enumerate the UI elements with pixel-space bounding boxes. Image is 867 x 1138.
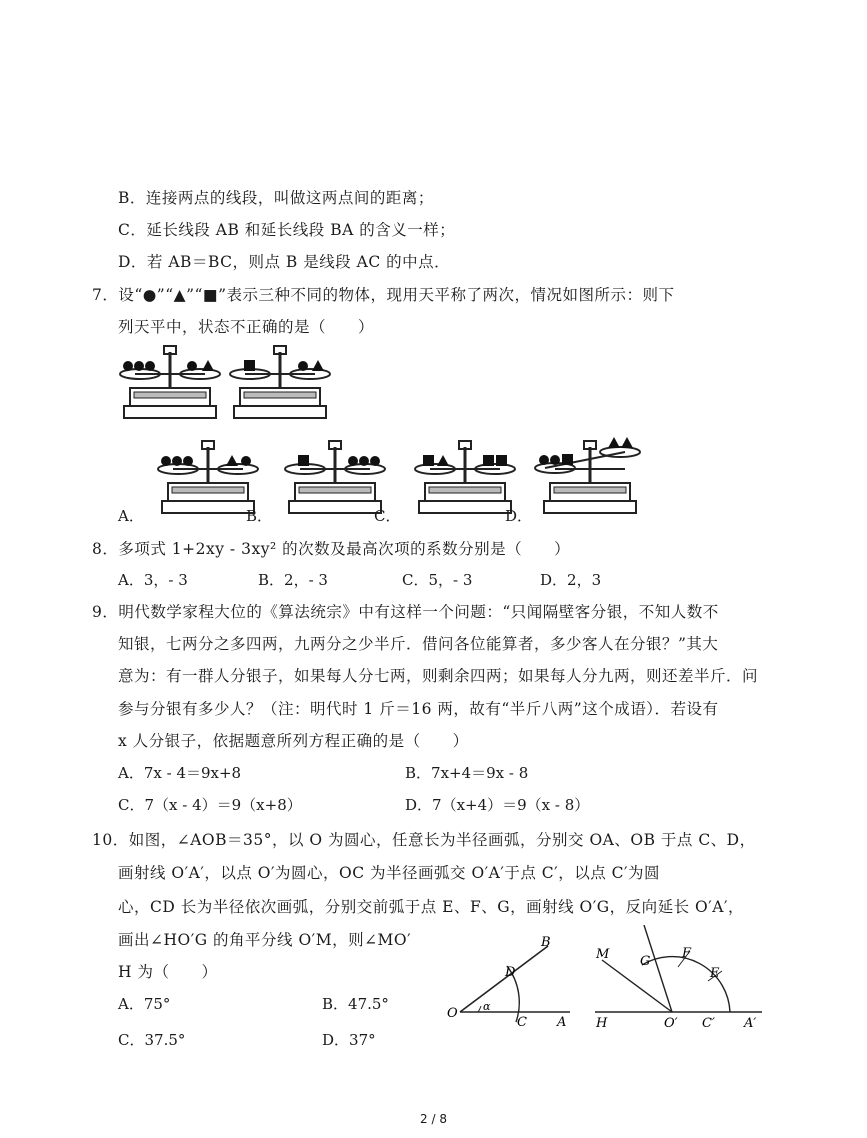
balance-option-d: [535, 437, 640, 513]
label-f: F: [682, 946, 692, 961]
balance-figures: [110, 340, 670, 525]
q10-line2: 画射线 O′A′，以点 O′为圆心，OC 为半径画弧交 O′A′于点 C′，以点 C′为圆: [118, 864, 660, 882]
label-o-prime: O′: [664, 1016, 678, 1031]
q9-line3: 意为：有一群人分银子，如果每人分七两，则剩余四两；如果每人分九两，则还差半斤．问: [118, 667, 759, 685]
label-h: H: [596, 1016, 608, 1031]
label-g: G: [640, 954, 651, 969]
q7-label-a: A．: [118, 507, 144, 525]
balance-option-b: [285, 441, 385, 513]
page-number: 2 / 8: [420, 1112, 447, 1126]
q10-option-d: D．37°: [322, 1031, 376, 1049]
label-d: D: [505, 965, 516, 980]
q10-line3: 心，CD 长为半径依次画弧，分别交前弧于点 E、F、G，画射线 O′G，反向延长 O′A′，: [118, 898, 744, 916]
q10-option-b: B．47.5°: [322, 995, 389, 1013]
balance-option-a: [158, 441, 258, 513]
balance-top-2: [230, 346, 330, 418]
label-e: E: [710, 966, 720, 981]
q7-line1: 7．设“●”“▲”“■”表示三种不同的物体，现用天平称了两次，情况如图所示：则下: [92, 286, 675, 304]
q7-label-b: B．: [246, 507, 273, 525]
label-alpha: α: [483, 1000, 491, 1013]
option-d-prev: D．若 AB＝BC，则点 B 是线段 AC 的中点．: [118, 253, 451, 271]
q8-option-d: D．2，3: [540, 571, 602, 589]
q9-option-d: D．7（x+4）＝9（x - 8）: [405, 796, 590, 814]
q7-label-d: D．: [505, 507, 533, 525]
q10-figure-angle: [445, 930, 585, 1035]
balance-option-c: [415, 441, 515, 513]
q8-option-c: C．5，- 3: [402, 571, 473, 589]
q8-stem: 8．多项式 1+2xy - 3xy² 的次数及最高次项的系数分别是（ ）: [92, 540, 571, 558]
option-c-prev: C．延长线段 AB 和延长线段 BA 的含义一样；: [118, 221, 456, 239]
q8-option-a: A．3，- 3: [118, 571, 188, 589]
q10-line1: 10．如图，∠AOB＝35°，以 O 为圆心，任意长为半径画弧，分别交 OA、OB 于点 C、D，: [92, 831, 756, 849]
q9-line1: 9．明代数学家程大位的《算法统宗》中有这样一个问题：“只闻隔壁客分银，不知人数不: [92, 603, 719, 621]
label-o: O: [447, 1006, 458, 1021]
q10-option-c: C．37.5°: [118, 1031, 186, 1049]
q10-option-a: A．75°: [118, 995, 171, 1013]
q8-option-b: B．2，- 3: [258, 571, 328, 589]
q9-option-c: C．7（x - 4）＝9（x+8）: [118, 796, 302, 814]
label-c: C: [517, 1015, 527, 1030]
q9-line2: 知银，七两分之多四两，九两分之少半斤．借问各位能算者，多少客人在分银？”其大: [118, 635, 719, 653]
balance-top-1: [120, 346, 220, 418]
q10-figure-construction: [590, 925, 770, 1035]
label-c-prime: C′: [702, 1016, 715, 1031]
q7-label-c: C．: [374, 507, 401, 525]
q9-option-a: A．7x - 4＝9x+8: [118, 764, 242, 782]
label-m: M: [596, 947, 610, 962]
q7-line2: 列天平中，状态不正确的是（ ）: [118, 318, 375, 336]
label-a: A: [557, 1015, 567, 1030]
q10-line4: 画出∠HO′G 的角平分线 O′M，则∠MO′: [118, 931, 412, 949]
label-a-prime: A′: [744, 1016, 757, 1031]
option-b-prev: B．连接两点的线段，叫做这两点间的距离；: [118, 189, 434, 207]
q9-line4: 参与分银有多少人？（注：明代时 1 斤＝16 两，故有“半斤八两”这个成语）．若设有: [118, 700, 719, 718]
q9-line5: x 人分银子，依据题意所列方程正确的是（ ）: [118, 732, 469, 750]
label-b: B: [541, 935, 551, 950]
q9-option-b: B．7x+4＝9x - 8: [405, 764, 529, 782]
q10-line5: H 为（ ）: [118, 963, 218, 981]
